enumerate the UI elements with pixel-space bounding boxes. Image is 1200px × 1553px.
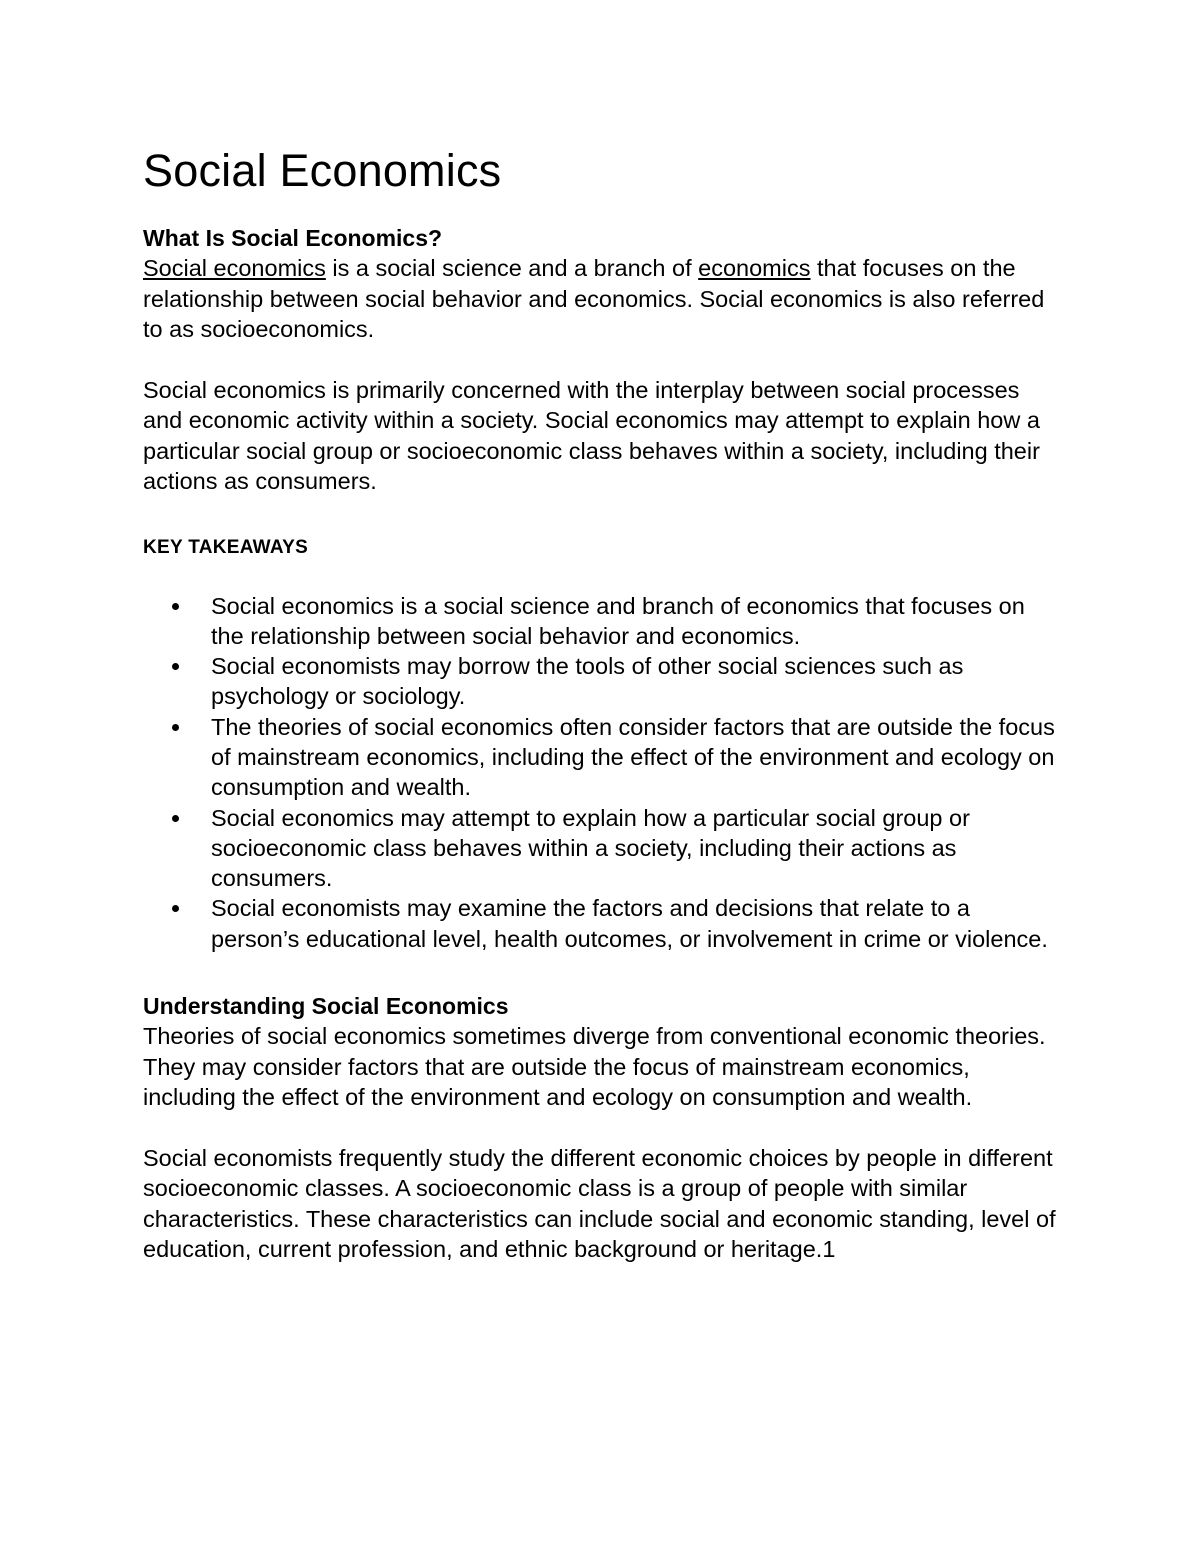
interplay-paragraph: Social economics is primarily concerned with the interplay between social processes and economic activity within a society. Social economics may attempt to explain how a particular social group or socioeconomic class behaves within a society, including their actions as consumers. — [143, 376, 1040, 494]
list-item — [143, 803, 1060, 894]
social-economics-link[interactable]: Social economics — [143, 255, 326, 281]
list-item-text: Social economics is a social science and branch of economics that focuses on the relationship between social behavior and economics. — [211, 592, 1025, 649]
section-heading-understanding: Understanding Social Economics — [143, 993, 509, 1020]
key-takeaways-list — [143, 591, 1060, 955]
list-item — [143, 893, 1060, 954]
list-item-text: The theories of social economics often consider factors that are outside the focus of mainstream economics, including the effect of the environment and ecology on consumption and wealth. — [211, 713, 1055, 801]
economics-link[interactable]: economics — [698, 255, 811, 281]
socioeconomic-class-paragraph: Social economists frequently study the different economic choices by people in different socioeconomic classes. A socioeconomic class is a group of people with similar characteristics. These characteristics can include social and economic standing, level of education, current profession, and ethnic background or heritage.1 — [143, 1144, 1056, 1263]
document-title: Social Economics — [143, 145, 502, 196]
list-item-text: Social economists may examine the factors and decisions that relate to a person’s educational level, health outcomes, or involvement in crime or violence. — [211, 895, 1048, 952]
intro-text-2: that focuses on the relationship between social behavior and economics. Social economics is also referred to as socioeconomics. — [143, 255, 1045, 342]
bullet-icon — [172, 815, 179, 822]
bullet-icon — [172, 603, 179, 610]
intro-text-1: is a social science and a branch of — [325, 255, 699, 281]
key-takeaways-heading: KEY TAKEAWAYS — [143, 536, 309, 558]
list-item-text: Social economists may borrow the tools of other social sciences such as psychology or sociology. — [211, 653, 964, 710]
theories-paragraph: Theories of social economics sometimes diverge from conventional economic theories. They may consider factors that are outside the focus of mainstream economics, including the effect of the environment and ecology on consumption and wealth. — [143, 1023, 1046, 1111]
list-item — [143, 712, 1060, 803]
bullet-icon — [172, 905, 179, 912]
bullet-icon — [172, 663, 179, 670]
list-item — [143, 651, 1060, 712]
bullet-icon — [172, 724, 179, 731]
list-item — [143, 591, 1060, 652]
section-heading-what-is: What Is Social Economics? — [143, 225, 443, 251]
list-item-text: Social economics may attempt to explain how a particular social group or socioeconomic class behaves within a society, including their actions as consumers. — [211, 804, 970, 892]
intro-paragraph — [143, 253, 1060, 345]
